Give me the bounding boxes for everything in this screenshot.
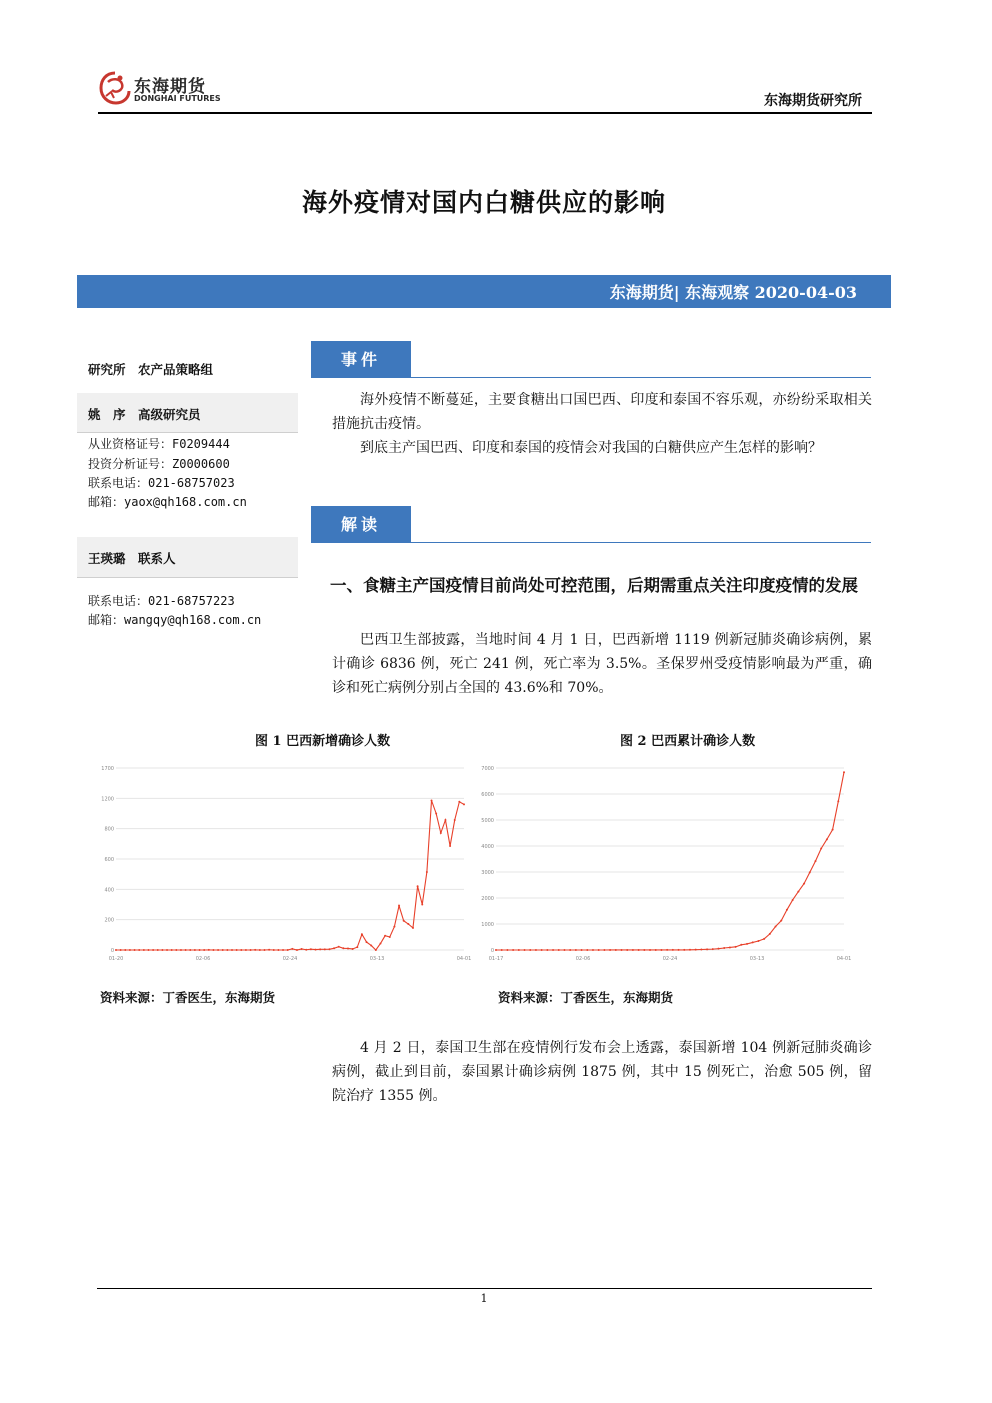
data-point <box>757 940 759 942</box>
data-point <box>296 949 298 951</box>
y-tick-label: 2000 <box>481 896 494 902</box>
data-point <box>217 949 219 951</box>
data-point <box>324 948 326 950</box>
data-point <box>412 927 414 929</box>
banner-text: 东海期货| 东海观察 2020-04-03 <box>609 283 857 302</box>
sidebar-contact-phone: 联系电话：021-68757223 <box>88 594 235 608</box>
data-point <box>282 949 284 951</box>
event-paragraph-2: 到底主产国巴西、印度和泰国的疫情会对我国的白糖供应产生怎样的影响？ <box>360 440 822 456</box>
data-point <box>342 947 344 949</box>
y-tick-label: 4000 <box>481 844 494 850</box>
data-point <box>273 949 275 951</box>
data-point <box>501 949 503 951</box>
y-tick-label: 1700 <box>101 766 114 772</box>
data-point <box>143 949 145 951</box>
logo-cn-text: 东海期货 <box>134 77 206 97</box>
y-tick-label: 600 <box>104 857 114 863</box>
analysis-section-tab <box>311 506 411 542</box>
data-point <box>752 941 754 943</box>
data-point <box>291 948 293 950</box>
y-tick-label: 200 <box>104 917 114 924</box>
data-point <box>245 949 247 951</box>
data-point <box>147 949 149 951</box>
y-tick-label: 800 <box>104 826 114 833</box>
figure-1-svg <box>100 758 472 970</box>
y-tick-label: 400 <box>104 887 114 894</box>
data-point <box>712 948 714 950</box>
data-point <box>803 883 805 885</box>
data-point <box>222 949 224 951</box>
data-point <box>775 925 777 927</box>
data-point <box>655 949 657 951</box>
data-point <box>199 949 201 951</box>
x-tick-label: 02-24 <box>662 956 678 962</box>
data-point <box>180 949 182 951</box>
data-point <box>389 936 391 938</box>
figure-2-chart <box>480 758 852 970</box>
analysis-section-rule <box>311 542 871 543</box>
document-title: 海外疫情对国内白糖供应的影响 <box>301 188 666 217</box>
data-point <box>393 926 395 928</box>
x-tick-label: 03-13 <box>369 956 385 962</box>
data-point <box>558 949 560 951</box>
data-point <box>797 891 799 893</box>
data-point <box>826 838 828 840</box>
data-point <box>152 949 154 951</box>
data-point <box>431 800 433 802</box>
data-point <box>421 904 423 906</box>
data-point <box>546 949 548 951</box>
data-point <box>185 949 187 951</box>
data-point <box>529 949 531 951</box>
data-point <box>157 949 159 951</box>
data-point <box>592 949 594 951</box>
data-point <box>723 947 725 949</box>
x-tick-label: 02-06 <box>575 956 591 962</box>
data-point <box>820 847 822 849</box>
data-point <box>563 949 565 951</box>
data-point <box>672 949 674 951</box>
series-line <box>496 772 844 950</box>
sidebar-divider <box>77 577 298 578</box>
data-point <box>287 949 289 951</box>
data-point <box>328 948 330 950</box>
x-tick-label: 02-24 <box>282 956 298 962</box>
data-point <box>250 949 252 951</box>
analysis-section-label: 解读 <box>340 515 381 534</box>
data-point <box>384 935 386 937</box>
x-tick-label: 02-06 <box>195 956 211 962</box>
sidebar-analyst-invest-cert: 投资分析证号：Z0000600 <box>88 457 230 471</box>
data-point <box>417 885 419 887</box>
data-point <box>524 949 526 951</box>
data-point <box>171 949 173 951</box>
data-point <box>740 944 742 946</box>
logo <box>98 70 228 110</box>
data-point <box>338 946 340 948</box>
x-tick-label: 01-20 <box>108 956 124 962</box>
data-point <box>379 943 381 945</box>
x-tick-label: 04-01 <box>836 956 852 962</box>
data-point <box>506 949 508 951</box>
data-point <box>361 933 363 935</box>
section-heading: 一、食糖主产国疫情目前尚处可控范围，后期需重点关注印度疫情的发展 <box>330 576 858 595</box>
data-point <box>254 949 256 951</box>
data-point <box>632 949 634 951</box>
data-point <box>203 949 205 951</box>
data-point <box>746 943 748 945</box>
figure-2-source: 资料来源：丁香医生，东海期货 <box>498 990 674 1005</box>
sidebar-analyst-cert: 从业资格证号：F0209444 <box>88 437 230 451</box>
data-point <box>603 949 605 951</box>
data-point <box>581 949 583 951</box>
data-point <box>124 949 126 951</box>
data-point <box>403 920 405 922</box>
data-point <box>194 949 196 951</box>
data-point <box>226 949 228 951</box>
data-point <box>735 946 737 948</box>
data-point <box>780 920 782 922</box>
figure-1-chart <box>100 758 472 970</box>
data-point <box>552 949 554 951</box>
data-point <box>786 909 788 911</box>
data-point <box>301 948 303 950</box>
data-point <box>444 819 446 821</box>
data-point <box>598 949 600 951</box>
event-paragraph-1: 海外疫情不断蔓延，主要食糖出口国巴西、印度和泰国不容乐观，亦纷纷采取相关措施抗击疫情。 <box>332 392 872 432</box>
data-point <box>310 948 312 950</box>
data-point <box>134 949 136 951</box>
data-point <box>660 949 662 951</box>
data-point <box>138 949 140 951</box>
data-point <box>832 829 834 831</box>
data-point <box>495 949 497 951</box>
data-point <box>792 899 794 901</box>
figure-1-source: 资料来源：丁香医生，东海期货 <box>100 990 276 1005</box>
data-point <box>375 949 377 951</box>
banner <box>77 275 891 308</box>
data-point <box>407 923 409 925</box>
data-point <box>609 949 611 951</box>
data-point <box>837 800 839 802</box>
data-point <box>615 949 617 951</box>
data-point <box>129 949 131 951</box>
data-point <box>666 949 668 951</box>
data-point <box>347 947 349 949</box>
event-section-label: 事件 <box>340 350 381 369</box>
data-point <box>678 949 680 951</box>
data-point <box>268 949 270 951</box>
footer-rule <box>97 1288 872 1289</box>
data-point <box>426 871 428 873</box>
series-line <box>116 801 464 951</box>
x-tick-label: 01-17 <box>488 956 504 962</box>
data-point <box>454 819 456 821</box>
data-point <box>700 949 702 951</box>
data-point <box>305 949 307 951</box>
page-number: 1 <box>480 1292 488 1305</box>
y-tick-label: 6000 <box>481 792 494 798</box>
data-point <box>518 949 520 951</box>
thailand-paragraph: 4 月 2 日，泰国卫生部在疫情例行发布会上透露，泰国新增 104 例新冠肺炎确诊病例，截止到目前，泰国累计确诊病例 1875 例，其中 15 例死亡，治愈 505 例，留院治疗 1355 例。 <box>332 1040 872 1104</box>
data-point <box>649 949 651 951</box>
sidebar-contact: 王瑛璐 联系人 <box>88 551 176 566</box>
y-tick-label: 3000 <box>481 870 494 876</box>
data-point <box>366 941 368 943</box>
data-point <box>166 949 168 951</box>
data-point <box>370 944 372 946</box>
data-point <box>263 949 265 951</box>
data-point <box>236 949 238 951</box>
header-org: 东海期货研究所 <box>764 93 862 109</box>
event-section-tab <box>311 341 411 377</box>
data-point <box>769 933 771 935</box>
data-point <box>463 803 465 805</box>
data-point <box>586 949 588 951</box>
sidebar-analyst: 姚 序 高级研究员 <box>88 407 201 422</box>
data-point <box>626 949 628 951</box>
y-tick-label: 0 <box>110 948 114 954</box>
data-point <box>231 949 233 951</box>
data-point <box>458 801 460 803</box>
data-point <box>575 949 577 951</box>
data-point <box>240 949 242 951</box>
figure-2-title: 图 2 巴西累计确诊人数 <box>620 734 756 749</box>
y-tick-label: 5000 <box>481 818 494 824</box>
header-rule <box>98 112 872 114</box>
event-section-rule <box>311 377 871 378</box>
data-point <box>175 949 177 951</box>
x-tick-label: 03-13 <box>749 956 765 962</box>
logo-en-text: DONGHAI FUTURES <box>134 94 221 103</box>
data-point <box>689 949 691 951</box>
y-tick-label: 1000 <box>481 922 494 928</box>
sidebar-contact-email: 邮箱：wangqy@qh168.com.cn <box>88 613 262 627</box>
y-tick-label: 1200 <box>101 796 114 803</box>
data-point <box>763 938 765 940</box>
sidebar-analyst-phone: 联系电话：021-68757023 <box>88 476 235 490</box>
data-point <box>208 949 210 951</box>
data-point <box>683 949 685 951</box>
sidebar-analyst-email: 邮箱：yaox@qh168.com.cn <box>88 495 247 509</box>
figure-1-title: 图 1 巴西新增确诊人数 <box>255 734 391 749</box>
figure-2-svg <box>480 758 852 970</box>
data-point <box>352 948 354 950</box>
data-point <box>535 949 537 951</box>
data-point <box>449 845 451 847</box>
sidebar-dept: 研究所 农产品策略组 <box>88 362 214 377</box>
data-point <box>315 949 317 951</box>
data-point <box>277 949 279 951</box>
data-point <box>333 947 335 949</box>
data-point <box>189 949 191 951</box>
y-tick-label: 7000 <box>481 766 494 772</box>
data-point <box>319 948 321 950</box>
brazil-paragraph: 巴西卫生部披露，当地时间 4 月 1 日，巴西新增 1119 例新冠肺炎确诊病例，累计确诊 6836 例，死亡 241 例，死亡率为 3.5%。圣保罗州受疫情影响最为严重，确诊和死亡病例分别占全国的 43.6%和 70%。 <box>332 632 872 696</box>
data-point <box>729 946 731 948</box>
data-point <box>643 949 645 951</box>
data-point <box>212 949 214 951</box>
data-point <box>541 949 543 951</box>
data-point <box>398 905 400 907</box>
dragon-logo-icon <box>98 70 132 106</box>
data-point <box>356 946 358 948</box>
y-tick-label: 0 <box>490 948 494 954</box>
data-point <box>259 949 261 951</box>
sidebar-divider <box>77 432 298 433</box>
data-point <box>569 949 571 951</box>
data-point <box>814 860 816 862</box>
data-point <box>809 871 811 873</box>
data-point <box>621 949 623 951</box>
data-point <box>440 832 442 834</box>
data-point <box>512 949 514 951</box>
data-point <box>115 949 117 951</box>
data-point <box>435 813 437 815</box>
data-point <box>120 949 122 951</box>
data-point <box>638 949 640 951</box>
data-point <box>706 948 708 950</box>
data-point <box>843 771 845 773</box>
data-point <box>695 949 697 951</box>
data-point <box>717 948 719 950</box>
data-point <box>161 949 163 951</box>
x-tick-label: 04-01 <box>456 956 472 962</box>
